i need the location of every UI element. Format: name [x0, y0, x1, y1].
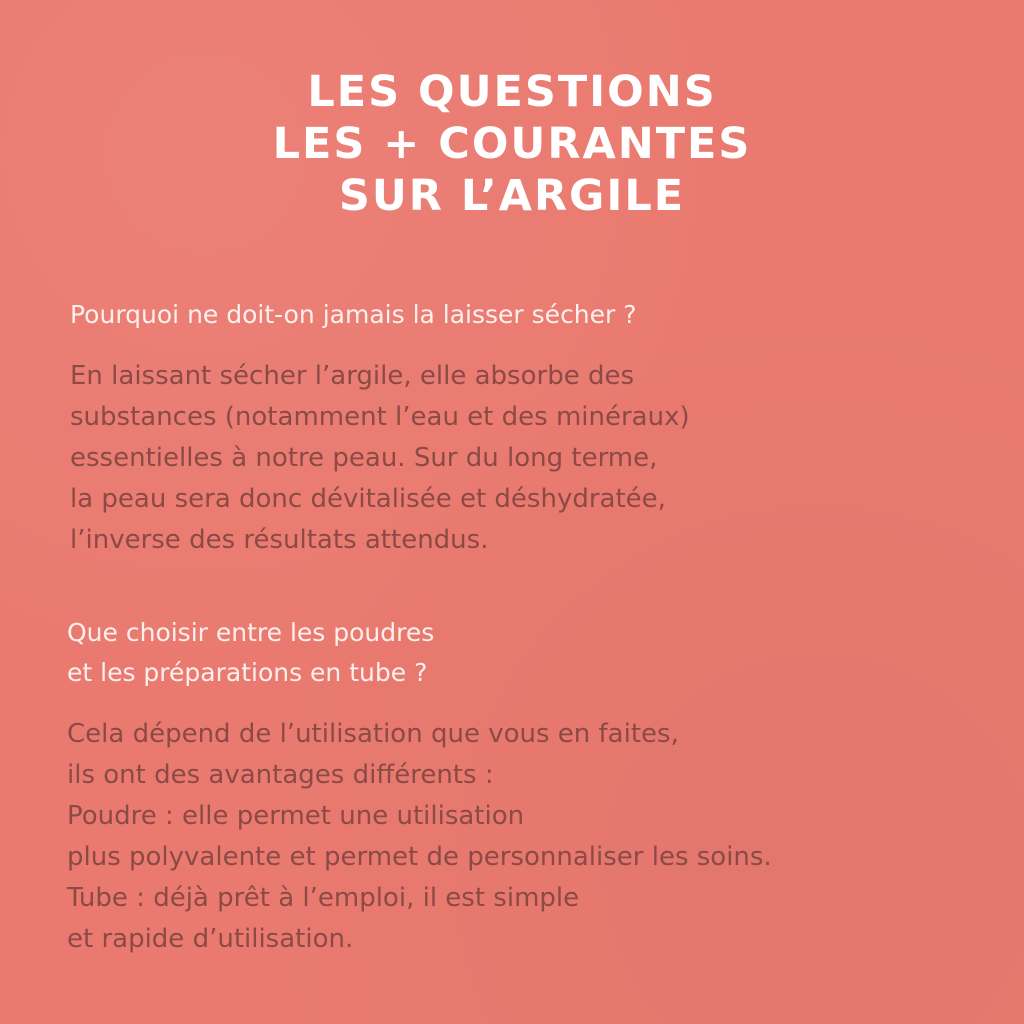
- faq-question-1: [70, 295, 637, 335]
- faq-answer-2-line: Cela dépend de l’utilisation que vous en faites,: [67, 719, 679, 749]
- faq-answer-2: [67, 714, 772, 960]
- faq-answer-1-line: l’inverse des résultats attendus.: [70, 525, 489, 555]
- faq-answer-1: [70, 356, 690, 561]
- faq-answer-2-line: ils ont des avantages différents :: [67, 760, 494, 790]
- faq-question-1-line: Pourquoi ne doit-on jamais la laisser sécher ?: [70, 300, 637, 329]
- faq-question-2-line: Que choisir entre les poudres: [67, 618, 435, 647]
- title-line-1: LES QUESTIONS: [307, 67, 717, 117]
- faq-answer-1-line: substances (notamment l’eau et des minéraux): [70, 402, 690, 432]
- title-line-3: SUR L’ARGILE: [338, 171, 686, 221]
- faq-answer-2-line: Poudre : elle permet une utilisation: [67, 801, 525, 831]
- faq-question-2: [67, 613, 434, 693]
- faq-answer-2-line: Tube : déjà prêt à l’emploi, il est simple: [67, 883, 580, 913]
- faq-answer-2-line: plus polyvalente et permet de personnaliser les soins.: [67, 842, 772, 872]
- faq-answer-1-line: la peau sera donc dévitalisée et déshydratée,: [70, 484, 666, 514]
- faq-question-2-line: et les préparations en tube ?: [67, 658, 428, 687]
- page-title: [0, 66, 1024, 222]
- faq-answer-1-line: En laissant sécher l’argile, elle absorbe des: [70, 361, 635, 391]
- title-line-2: LES + COURANTES: [272, 119, 752, 169]
- faq-answer-2-line: et rapide d’utilisation.: [67, 924, 354, 954]
- faq-answer-1-line: essentielles à notre peau. Sur du long terme,: [70, 443, 658, 473]
